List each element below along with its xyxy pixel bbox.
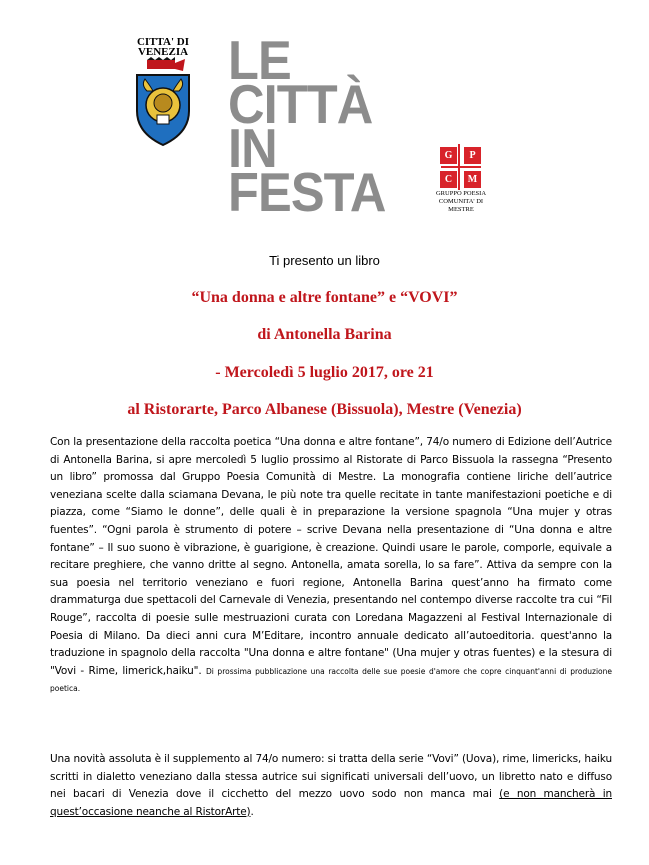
event-subtitle: Ti presento un libro	[269, 253, 380, 268]
gpcm-caption-line2: COMUNITA' DI MESTRE	[438, 198, 484, 213]
gpcm-letter-m: M	[464, 171, 481, 188]
author-line: di Antonella Barina	[257, 326, 392, 343]
title-line-3: IN	[228, 117, 277, 179]
book-title: “Una donna e altre fontane” e “VOVI”	[191, 289, 458, 306]
city-name-line1: CITTA' DI	[136, 36, 190, 48]
paragraph-2-end: .	[250, 805, 254, 818]
event-date: - Mercoledì 5 luglio 2017, ore 21	[215, 364, 434, 381]
paragraph-2-main: Una novità assoluta è il supplemento al 74/o numero: si tratta della serie “Vovi” (Uova), rime, limericks, haiku scritti in dialetto veneziano dalla stessa autrice sui significati universali dell’uovo, un libretto nato e diffuso nei bacari di Venezia dove il cicchetto del mezzo uovo sodo non manca mai	[50, 753, 612, 801]
gpcm-letter-p: P	[464, 147, 481, 164]
gpcm-caption-line1: GRUPPO POESIA	[435, 190, 487, 197]
gpcm-grid	[428, 144, 512, 190]
title-line-1: LE	[228, 29, 291, 91]
event-place: al Ristorarte, Parco Albanese (Bissuola), Mestre (Venezia)	[127, 401, 522, 418]
title-line-4: FESTA	[228, 161, 386, 223]
city-of-venice-logo	[133, 37, 193, 147]
body-paragraph-2	[50, 751, 612, 821]
paragraph-1-main: Con la presentazione della raccolta poetica “Una donna e altre fontane”, 74/o numero di Edizione dell’Autrice di Antonella Barina, si apre mercoledì 5 luglio prossimo al Ristorate di Parco Bissuola la rassegna “Presento un libro” promossa dal Gruppo Poesia Comunità di Mestre. La monografia contiene liriche dell’autrice veneziana scelte dalla sciamana Devana, le più note tra quelle recitate in tante manifestazioni poetiche e di piazza, come “Siamo le donne”, delle quali è in preparazione la versione spagnola “Una mujer y otras fuentes”. “Ogni parola è strumento di potere – scrive Devana nella presentazione di “Una donna e altre fontane” – Il suo suono è vibrazione, è guarigione, è creazione. Quindi usare le parole, comporle, equivale a recitare preghiere, che vanno dritte al segno. Antonella, amata sorella, lo sa fare”. Attiva da sempre con la sua poesia nel territorio veneziano e fuori regione, Antonella Barina quest’anno ha firmato come drammaturga due spettacoli del Carnevale di Venezia, presentando nel contempo diverse raccolte tra cui “Fil Rouge”, raccolta di poesie sulle mestruazioni curata con Loredana Magazzeni al Festival Internazionale di Poesia di Milano. Da dieci anni cura M’Editare, incontro annuale dedicato all’autoeditoria. quest'anno la traduzione in spagnolo della raccolta "Una donna e altre fontane" (Una mujer y otras fuentes) e la stesura di "Vovi - Rime, limerick,haiku".	[50, 436, 612, 677]
festival-title	[228, 29, 388, 223]
gpcm-letter-c: C	[440, 171, 457, 188]
paragraph-2-underlined: (e non mancherà in quest’occasione neanche al RistorArte)	[50, 788, 612, 818]
paragraph-1-note: Di prossima pubblicazione una raccolta delle sue poesie d'amore che copre cinquant'anni di produzione poetica.	[50, 666, 612, 694]
city-name-line2: VENEZIA	[137, 46, 189, 58]
body-paragraph-1	[50, 434, 612, 698]
venice-lion-crest-icon	[133, 57, 193, 147]
gpcm-letter-g: G	[440, 147, 457, 164]
gruppo-poesia-logo	[428, 144, 512, 214]
title-line-2: CITTÀ	[228, 73, 373, 135]
